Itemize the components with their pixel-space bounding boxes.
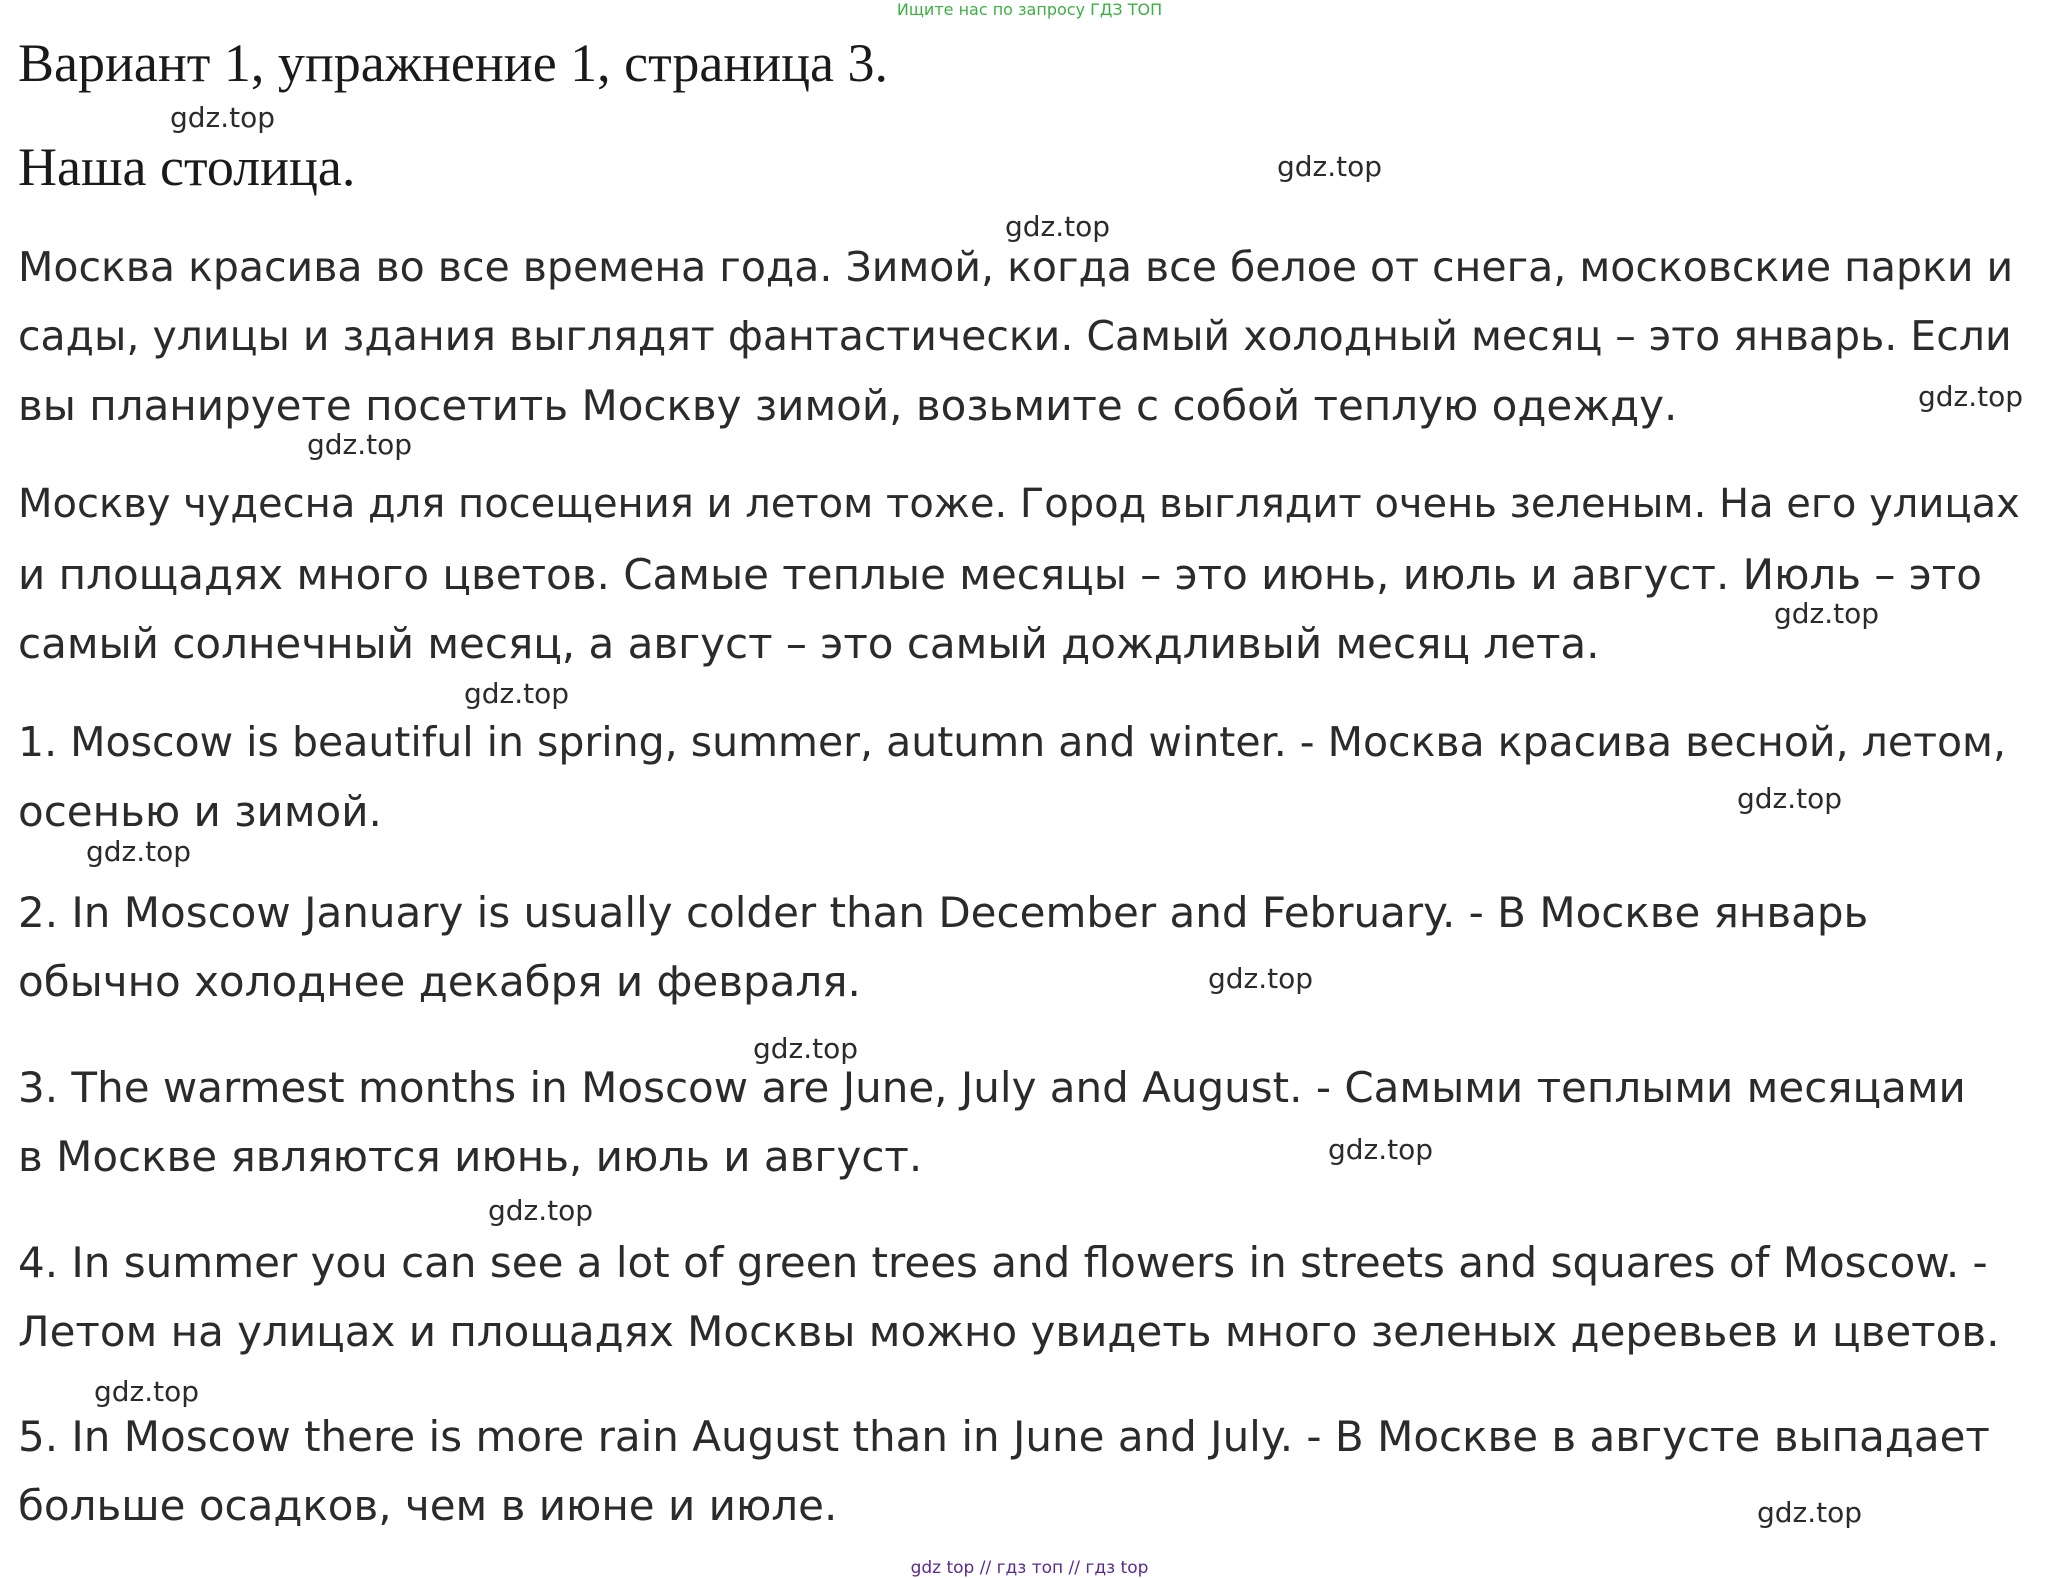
watermark: gdz.top	[170, 101, 276, 134]
paragraph-1-line-1: Москва красива во все времена года. Зимой, когда все белое от снега, московские парки и	[18, 243, 2014, 291]
watermark: gdz.top	[1757, 1496, 1863, 1529]
item-1-line-2: осенью и зимой.	[18, 787, 382, 836]
item-2-line-1: 2. In Moscow January is usually colder than December and February. - В Москве январь	[18, 888, 1869, 937]
item-4-line-1: 4. In summer you can see a lot of green trees and flowers in streets and squares of Moscow. -	[18, 1238, 1988, 1287]
footer: gdz top // гдз топ // гдз top	[910, 1558, 1149, 1578]
watermark: gdz.top	[307, 428, 413, 461]
watermark: gdz.top	[1774, 597, 1880, 630]
watermark: gdz.top	[94, 1375, 200, 1408]
item-1-line-1: 1. Moscow is beautiful in spring, summer, autumn and winter. - Москва красива весной, летом,	[18, 718, 2006, 766]
paragraph-2-line-2: и площадях много цветов. Самые теплые месяцы – это июнь, июль и август. Июль – это	[18, 550, 1982, 599]
top-banner: Ищите нас по запросу ГДЗ ТОП	[896, 0, 1163, 19]
watermark: gdz.top	[488, 1194, 594, 1227]
watermark: gdz.top	[1918, 380, 2024, 413]
item-3-line-2: в Москве являются июнь, июль и август.	[18, 1132, 923, 1181]
watermark: gdz.top	[464, 677, 570, 710]
paragraph-1-line-3: вы планируете посетить Москву зимой, возьмите с собой теплую одежду.	[18, 381, 1678, 430]
paragraph-2-line-3: самый солнечный месяц, а август – это самый дождливый месяц лета.	[18, 619, 1600, 668]
paragraph-2-line-1: Москву чудесна для посещения и летом тоже. Город выглядит очень зеленым. На его улицах	[18, 481, 2020, 527]
item-4-line-2: Летом на улицах и площадях Москвы можно увидеть много зеленых деревьев и цветов.	[18, 1307, 2000, 1356]
watermark: gdz.top	[1005, 210, 1111, 243]
watermark: gdz.top	[753, 1032, 859, 1065]
page-subtitle: Наша столица.	[18, 137, 356, 197]
watermark: gdz.top	[1737, 782, 1843, 815]
item-3-line-1: 3. The warmest months in Moscow are June, July and August. - Самыми теплыми месяцами	[18, 1063, 1966, 1112]
watermark: gdz.top	[1208, 962, 1314, 995]
watermark: gdz.top	[86, 835, 192, 868]
item-2-line-2: обычно холоднее декабря и февраля.	[18, 957, 861, 1006]
item-5-line-1: 5. In Moscow there is more rain August than in June and July. - В Москве в августе выпадает	[18, 1412, 1990, 1461]
watermark: gdz.top	[1277, 150, 1383, 183]
page-title: Вариант 1, упражнение 1, страница 3.	[18, 33, 889, 93]
paragraph-1-line-2: сады, улицы и здания выглядят фантастически. Самый холодный месяц – это январь. Если	[18, 312, 2012, 360]
item-5-line-2: больше осадков, чем в июне и июле.	[18, 1481, 838, 1530]
watermark: gdz.top	[1328, 1133, 1434, 1166]
